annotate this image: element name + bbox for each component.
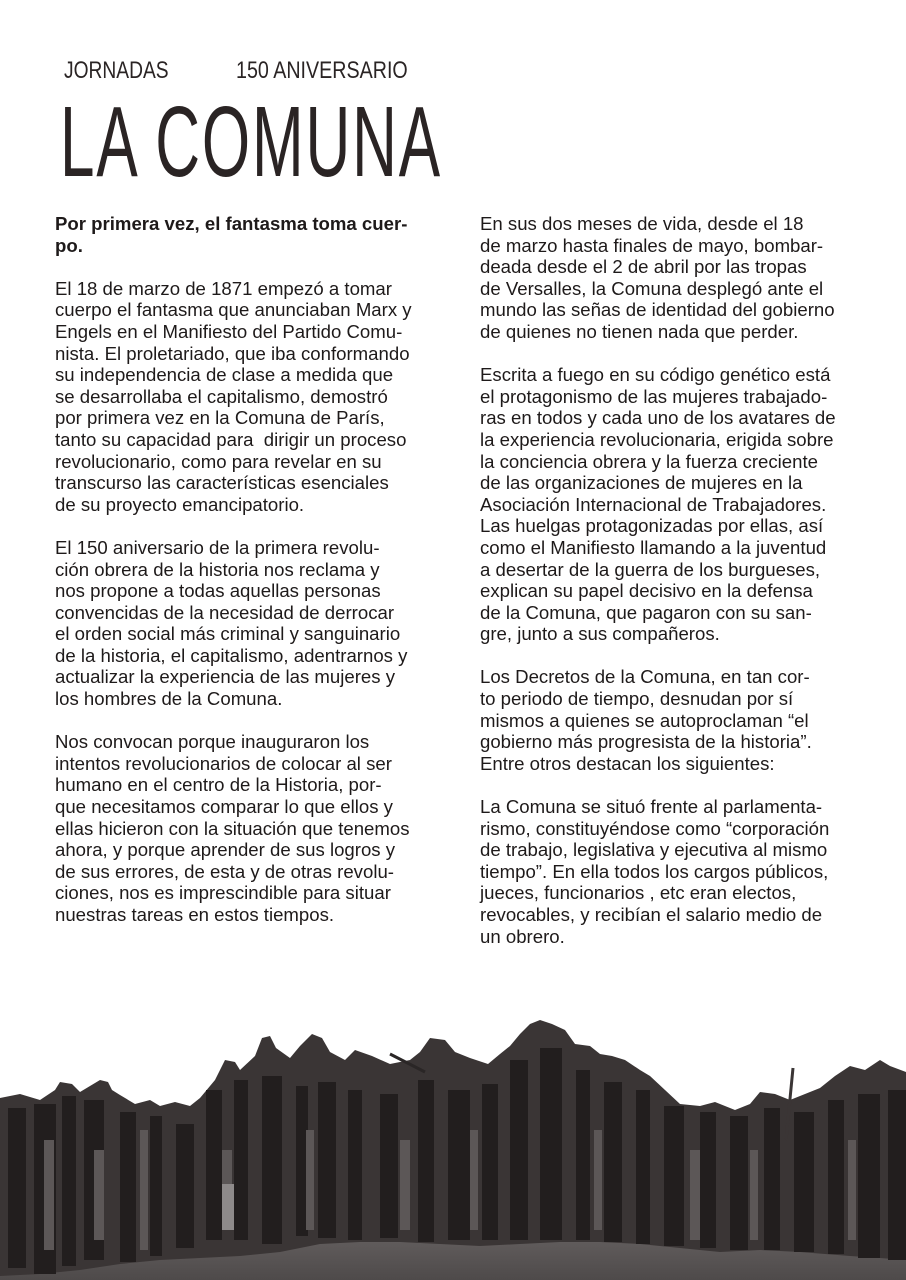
left-column <box>55 213 460 947</box>
masthead <box>60 86 460 198</box>
historical-crowd-photo <box>0 1020 906 1280</box>
paragraph: En sus dos meses de vida, desde el 18 de marzo hasta finales de mayo, bombar- deada desde el 2 de abril por las tropas de Versalles, la Comuna desplegó ante el mundo las señas de identidad del gobierno de quienes no tienen nada que perder. <box>480 213 835 342</box>
paragraph: La Comuna se situó frente al parlamenta- rismo, constituyéndose como “corporación de trabajo, legislativa y ejecutiva al mismo tiempo”. En ella todos los cargos públicos, jueces, funcionarios , etc eran electos, revocables, y recibían el salario medio de un obrero. <box>480 796 830 947</box>
kicker-right-box <box>236 56 436 90</box>
kicker-anniversary: 150 ANIVERSARIO <box>236 57 408 84</box>
lead-heading: Por primera vez, el fantasma toma cuer- po. <box>55 213 408 256</box>
kicker-left-box <box>64 56 214 90</box>
paragraph: Escrita a fuego en su código genético está el protagonismo de las mujeres trabajado- ras en todos y cada uno de los avatares de la experiencia revolucionaria, erigida sobre la conciencia obrera y la fuerza creciente de las organizaciones de mujeres en la Asociación Internacional de Trabajadores. Las huelgas protagonizadas por ellas, así como el Manifiesto llamando a la juventud a desertar de la guerra de los burgueses, explican su papel decisivo en la defensa de la Comuna, que pagaron con su san- gre, junto a sus compañeros. <box>480 364 836 645</box>
page-title: LA COMUNA <box>60 86 442 198</box>
paragraph: El 150 aniversario de la primera revolu- ción obrera de la historia nos reclama y nos propone a todas aquellas personas convencidas de la necesidad de derrocar el orden social más criminal y sanguinario de la historia, el capitalismo, adentrarnos y actualizar la experiencia de las mujeres y los hombres de la Comuna. <box>55 536 408 710</box>
right-column <box>480 213 890 969</box>
kicker-jornadas: JORNADAS <box>64 57 169 84</box>
paragraph: Nos convocan porque inauguraron los intentos revolucionarios de colocar al ser humano en el centro de la Historia, por- que necesitamos comparar lo que ellos y ellas hicieron con la situación que tenemos ahora, y porque aprender de sus logros y de sus errores, de esta y de otras revolu- ciones, nos es imprescindible para situar nuestras tareas en estos tiempos. <box>55 731 410 925</box>
paragraph: Los Decretos de la Comuna, en tan cor- to periodo de tiempo, desnudan por sí mismos a quienes se autoproclaman “el gobierno más progresista de la historia”. Entre otros destacan los siguientes: <box>480 666 812 774</box>
paragraph: El 18 de marzo de 1871 empezó a tomar cuerpo el fantasma que anunciaban Marx y Engels en el Manifiesto del Partido Comu- nista. El proletariado, que iba conformando su independencia de clase a medida que se desarrollaba el capitalismo, demostró por primera vez en la Comuna de París, tanto su capacidad para dirigir un proceso revolucionario, como para revelar en su transcurso las características esenciales de su proyecto emancipatorio. <box>55 277 412 515</box>
